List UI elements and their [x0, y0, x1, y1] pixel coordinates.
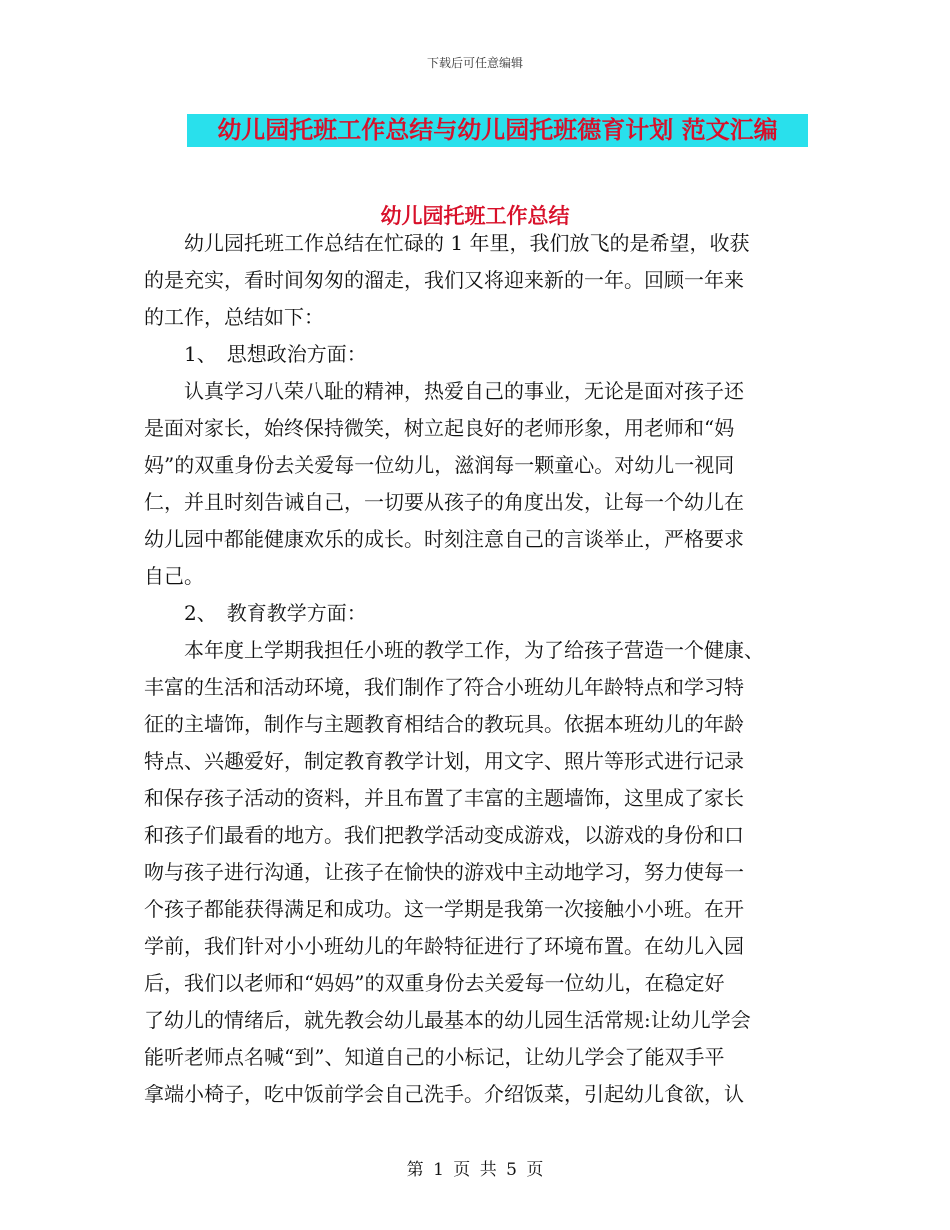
body-line: 幼儿园中都能健康欢乐的成长。时刻注意自己的言谈举止，严格要求: [144, 527, 744, 551]
body-line: 幼儿园托班工作总结在忙碌的 1 年里，我们放飞的是希望，收获: [144, 231, 750, 255]
page-footer: 第 1 页 共 5 页: [406, 1160, 544, 1180]
body-line: 了幼儿的情绪后，就先教会幼儿最基本的幼儿园生活常规:让幼儿学会: [144, 1008, 751, 1032]
body-line: 后，我们以老师和“妈妈”的双重身份去关爱每一位幼儿，在稳定好: [144, 971, 725, 995]
page-header: 下载后可任意编辑: [426, 56, 523, 70]
section-title: 幼儿园托班工作总结: [380, 204, 570, 228]
body-line: 征的主墙饰，制作与主题教育相结合的教玩具。依据本班幼儿的年龄: [144, 712, 744, 736]
body-line: 的工作，总结如下：: [144, 305, 324, 329]
body-line: 能听老师点名喊“到”、知道自己的小标记，让幼儿学会了能双手平: [144, 1045, 725, 1069]
body-line: 特点、兴趣爱好，制定教育教学计划，用文字、照片等形式进行记录: [144, 749, 744, 773]
body-line: 学前，我们针对小小班幼儿的年龄特征进行了环境布置。在幼儿入园: [144, 934, 744, 958]
body-line: 吻与孩子进行沟通，让孩子在愉快的游戏中主动地学习，努力使每一: [144, 860, 744, 884]
body-line: 拿端小椅子，吃中饭前学会自己洗手。介绍饭菜，引起幼儿食欲，认: [144, 1082, 744, 1106]
body-line: 自己。: [144, 564, 204, 588]
body-line: 是面对家长，始终保持微笑，树立起良好的老师形象，用老师和“妈: [144, 416, 735, 440]
body-line: 1、 思想政治方面：: [144, 342, 367, 366]
document-title-highlight: [187, 114, 808, 147]
document-title: 幼儿园托班工作总结与幼儿园托班德育计划 范文汇编: [217, 116, 778, 144]
body-line: 仁，并且时刻告诫自己，一切要从孩子的角度出发，让每一个幼儿在: [144, 490, 744, 514]
body-line: 2、 教育教学方面：: [144, 601, 367, 625]
body-line: 认真学习八荣八耻的精神，热爱自己的事业，无论是面对孩子还: [144, 379, 744, 403]
body-line: 丰富的生活和活动环境，我们制作了符合小班幼儿年龄特点和学习特: [144, 675, 744, 699]
body-line: 的是充实，看时间匆匆的溜走，我们又将迎来新的一年。回顾一年来: [144, 268, 744, 292]
body-line: 和保存孩子活动的资料，并且布置了丰富的主题墙饰，这里成了家长: [144, 786, 744, 810]
body-line: 本年度上学期我担任小班的教学工作，为了给孩子营造一个健康、: [144, 638, 764, 662]
body-line: 个孩子都能获得满足和成功。这一学期是我第一次接触小小班。在开: [144, 897, 744, 921]
body-line: 妈”的双重身份去关爱每一位幼儿，滋润每一颗童心。对幼儿一视同: [144, 453, 735, 477]
body-line: 和孩子们最看的地方。我们把教学活动变成游戏，以游戏的身份和口: [144, 823, 744, 847]
